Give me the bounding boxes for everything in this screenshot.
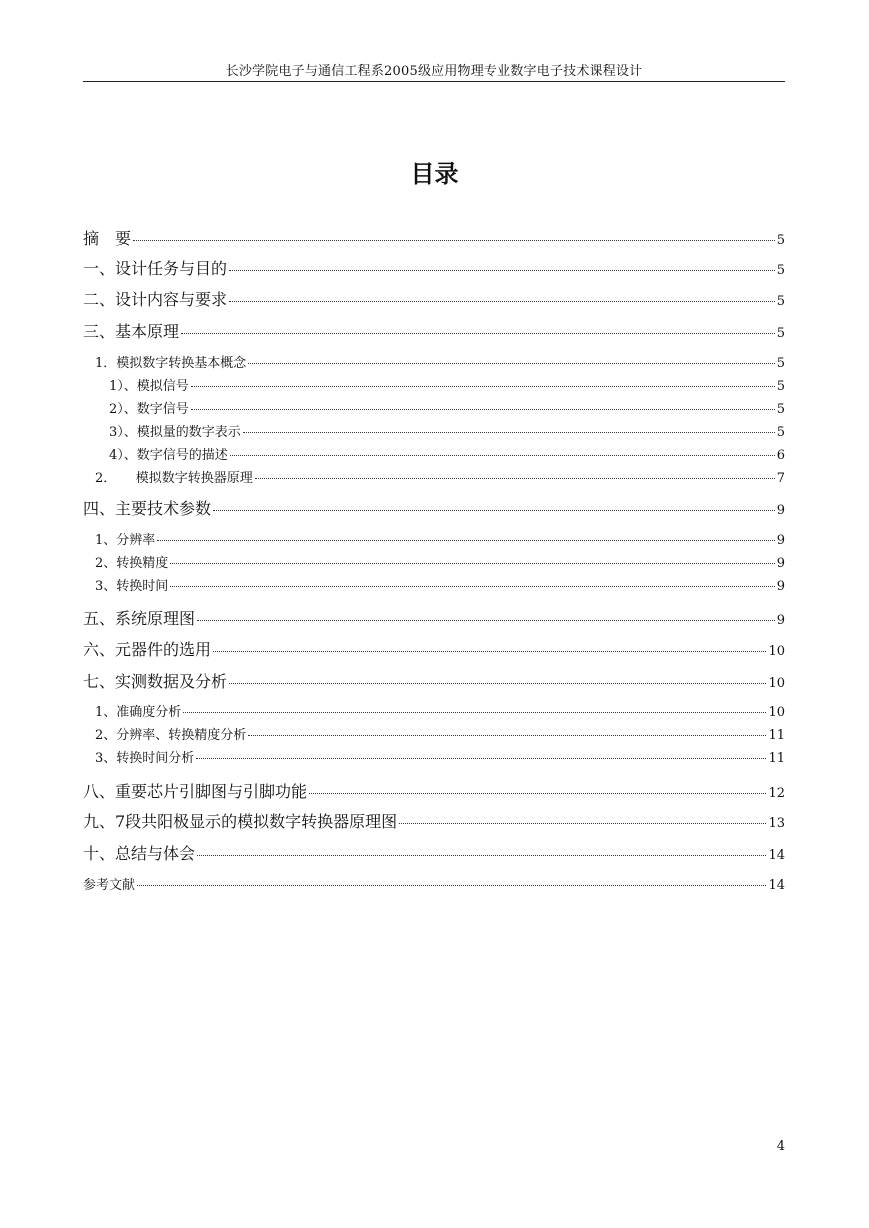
- toc-entry-page: 11: [768, 728, 785, 743]
- toc-leader-dots: [196, 757, 766, 759]
- toc-entry-page: 6: [776, 448, 785, 463]
- toc-entry-label: 三、基本原理: [83, 322, 180, 341]
- toc-leader-dots: [248, 734, 766, 736]
- toc-leader-dots: [197, 854, 766, 856]
- toc-entry[interactable]: [83, 256, 785, 279]
- toc-entry-label: 2、转换精度: [95, 556, 169, 571]
- toc-entry-page: 5: [776, 402, 785, 417]
- toc-entry[interactable]: [83, 809, 785, 832]
- toc-entry[interactable]: [83, 575, 785, 594]
- toc-entry-page: 7: [776, 471, 785, 486]
- toc-entry-page: 9: [776, 503, 785, 518]
- toc-entry[interactable]: [83, 529, 785, 548]
- toc-leader-dots: [181, 332, 775, 334]
- toc-entry-label: 3）、模拟量的数字表示: [109, 425, 241, 440]
- toc-entry-label: 七、实测数据及分析: [83, 672, 228, 691]
- toc-entry-label: 2． 模拟数字转换器原理: [95, 471, 253, 486]
- toc-leader-dots: [157, 539, 774, 541]
- toc-entry-label: 八、重要芯片引脚图与引脚功能: [83, 782, 308, 801]
- toc-leader-dots: [170, 562, 774, 564]
- toc-entry-page: 13: [768, 816, 785, 831]
- toc-entry-label: 摘 要: [83, 229, 132, 248]
- toc-entry[interactable]: [83, 352, 785, 371]
- toc-entry-label: 十、总结与体会: [83, 844, 196, 863]
- toc-entry[interactable]: [83, 552, 785, 571]
- toc-entry-page: 5: [776, 263, 785, 278]
- toc-leader-dots: [248, 362, 774, 364]
- toc-entry-page: 5: [776, 326, 785, 341]
- toc-entry-label: 一、设计任务与目的: [83, 259, 228, 278]
- toc-leader-dots: [197, 619, 775, 621]
- toc-entry[interactable]: [83, 226, 785, 249]
- toc-leader-dots: [309, 792, 766, 794]
- toc-leader-dots: [230, 454, 775, 456]
- page-title: 目录: [410, 160, 459, 188]
- toc-entry-label: 二、设计内容与要求: [83, 290, 228, 309]
- table-of-contents: [83, 0, 785, 1228]
- toc-leader-dots: [229, 682, 766, 684]
- toc-entry-page: 9: [776, 556, 785, 571]
- toc-entry[interactable]: [83, 701, 785, 720]
- toc-entry[interactable]: [83, 287, 785, 310]
- page-number: 4: [776, 1139, 785, 1154]
- toc-entry-page: 9: [776, 613, 785, 628]
- page-header: 长沙学院电子与通信工程系2005级应用物理专业数字电子技术课程设计: [225, 64, 643, 79]
- toc-entry[interactable]: [83, 444, 785, 463]
- toc-entry-page: 14: [768, 848, 785, 863]
- toc-entry-label: 参考文献: [83, 878, 136, 893]
- toc-entry-label: 五、系统原理图: [83, 609, 196, 628]
- toc-leader-dots: [213, 650, 766, 652]
- toc-entry[interactable]: [83, 874, 785, 893]
- toc-leader-dots: [243, 431, 775, 433]
- toc-entry-label: 四、主要技术参数: [83, 499, 212, 518]
- toc-entry-page: 9: [776, 579, 785, 594]
- toc-entry[interactable]: [83, 467, 785, 486]
- toc-entry[interactable]: [83, 724, 785, 743]
- toc-leader-dots: [137, 884, 766, 886]
- toc-entry-label: 1、准确度分析: [95, 705, 182, 720]
- toc-entry[interactable]: [83, 398, 785, 417]
- toc-leader-dots: [133, 239, 775, 241]
- toc-leader-dots: [183, 711, 766, 713]
- toc-entry[interactable]: [83, 606, 785, 629]
- toc-entry-page: 10: [768, 676, 785, 691]
- toc-entry-page: 5: [776, 233, 785, 248]
- toc-entry[interactable]: [83, 637, 785, 660]
- toc-entry[interactable]: [83, 669, 785, 692]
- toc-entry-label: 3、转换时间: [95, 579, 169, 594]
- toc-entry[interactable]: [83, 779, 785, 802]
- toc-entry-page: 12: [768, 786, 785, 801]
- toc-entry[interactable]: [83, 421, 785, 440]
- toc-leader-dots: [399, 822, 766, 824]
- toc-entry-page: 5: [776, 425, 785, 440]
- toc-leader-dots: [170, 585, 774, 587]
- toc-entry-label: 六、元器件的选用: [83, 640, 212, 659]
- toc-leader-dots: [255, 477, 775, 479]
- toc-entry-page: 5: [776, 379, 785, 394]
- toc-entry-page: 10: [768, 705, 785, 720]
- toc-leader-dots: [229, 269, 775, 271]
- toc-entry-label: 2、分辨率、转换精度分析: [95, 728, 247, 743]
- toc-entry-page: 5: [776, 294, 785, 309]
- toc-entry-page: 5: [776, 356, 785, 371]
- toc-leader-dots: [191, 408, 775, 410]
- toc-entry-label: 3、转换时间分析: [95, 751, 195, 766]
- toc-entry[interactable]: [83, 747, 785, 766]
- toc-entry-page: 10: [768, 644, 785, 659]
- toc-leader-dots: [213, 509, 775, 511]
- toc-entry-label: 4）、数字信号的描述: [109, 448, 228, 463]
- toc-entry-label: 1）、模拟信号: [109, 379, 189, 394]
- toc-entry[interactable]: [83, 496, 785, 519]
- toc-entry-label: 1、分辨率: [95, 533, 156, 548]
- toc-entry[interactable]: [83, 841, 785, 864]
- toc-entry-page: 11: [768, 751, 785, 766]
- toc-leader-dots: [229, 300, 775, 302]
- toc-entry-label: 1．模拟数字转换基本概念: [95, 356, 247, 371]
- toc-entry[interactable]: [83, 375, 785, 394]
- toc-entry-label: 九、7段共阳极显示的模拟数字转换器原理图: [83, 812, 398, 831]
- toc-entry[interactable]: [83, 319, 785, 342]
- toc-entry-label: 2）、数字信号: [109, 402, 189, 417]
- toc-entry-page: 9: [776, 533, 785, 548]
- toc-entry-page: 14: [768, 878, 785, 893]
- toc-leader-dots: [191, 385, 775, 387]
